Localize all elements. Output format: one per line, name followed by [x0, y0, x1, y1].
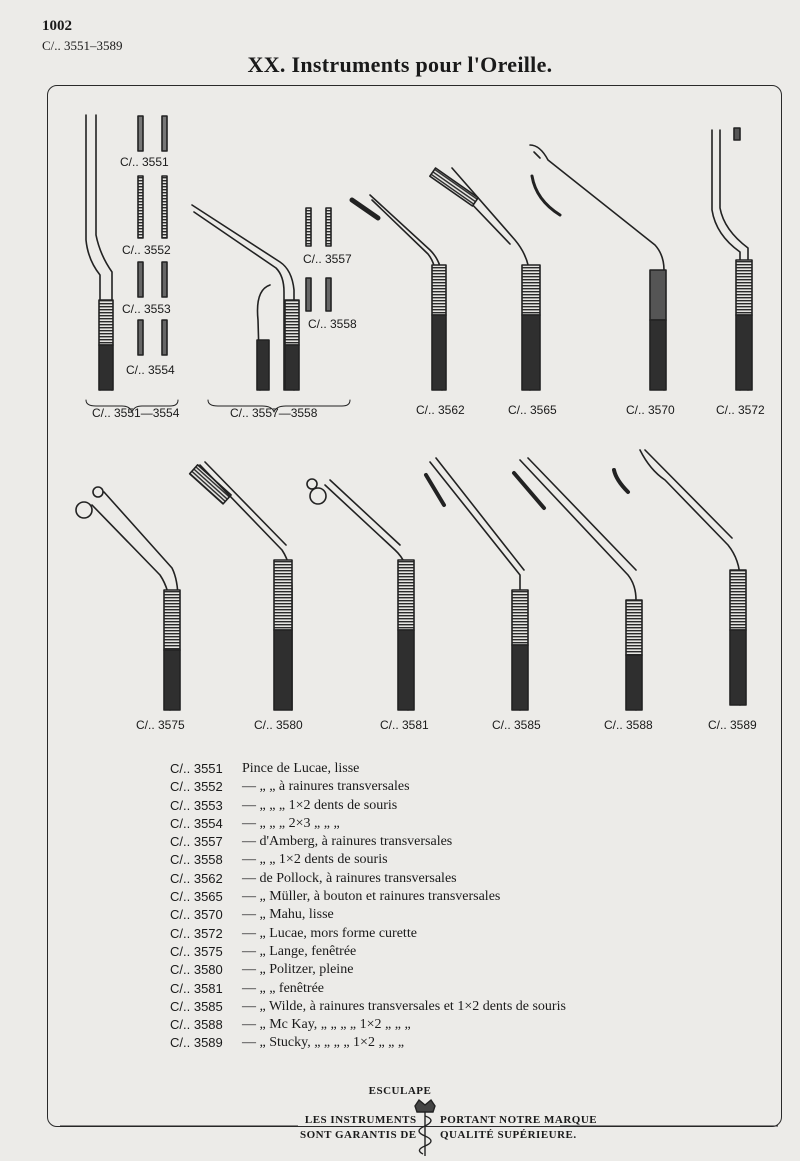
- catalogue-code: C/.. 3551: [170, 761, 223, 776]
- catalogue-description: — „ „ 1×2 dents de souris: [242, 852, 388, 868]
- page-title: XX. Instruments pour l'Oreille.: [247, 52, 553, 77]
- catalogue-code: C/.. 3558: [170, 852, 223, 868]
- catalogue-description: — „ Wilde, à rainures transversales et 1×2 dents de souris: [242, 998, 566, 1014]
- forceps-lange-icon: [76, 487, 180, 710]
- catalogue-description: — „ „ „ 1×2 dents de souris: [242, 797, 398, 813]
- catalogue-description: — „ Politzer, pleine: [242, 962, 354, 978]
- catalogue-code: C/.. 3553: [170, 797, 223, 813]
- catalogue-description: Pince de Lucae, lisse: [242, 761, 360, 776]
- catalogue-description: — „ Stucky, „ „ „ „ 1×2 „ „ „: [242, 1035, 405, 1051]
- catalogue-code: C/.. 3562: [170, 870, 223, 886]
- jaw-tips-3553-icon: [138, 262, 167, 297]
- forceps-pollock-icon: [352, 195, 446, 390]
- footer-rules-icon: [0, 1114, 800, 1134]
- page-range: C/.. 3551–3589: [42, 38, 123, 53]
- plate-label-3553: C/.. 3553: [122, 302, 171, 316]
- catalogue-description: — „ „ „ 2×3 „ „ „: [242, 815, 340, 831]
- forceps-lucae-curette-icon: [712, 128, 752, 390]
- catalogue-row: [170, 980, 566, 998]
- jaw-tips-3551-icon: [138, 116, 167, 151]
- catalogue-row: [170, 943, 566, 961]
- plate-label-3575: C/.. 3575: [136, 718, 185, 732]
- guarantee-right-line2: QUALITÉ SUPÉRIEURE.: [440, 1129, 577, 1141]
- plate-label-3572: C/.. 3572: [716, 403, 765, 417]
- catalogue-description: — „ Lange, fenêtrée: [242, 943, 357, 959]
- plate-label-3585: C/.. 3585: [492, 718, 541, 732]
- catalogue-description: — d'Amberg, à rainures transversales: [242, 834, 453, 850]
- catalogue-code: C/.. 3570: [170, 907, 223, 923]
- catalogue-row: [170, 906, 566, 924]
- plate-label-3557: C/.. 3557: [303, 252, 352, 266]
- jaw-tips-3557-icon: [306, 208, 331, 246]
- catalogue-row: [170, 925, 566, 943]
- forceps-politzer-pleine-icon: [190, 462, 292, 710]
- catalogue-description: — „ Mahu, lisse: [242, 907, 334, 923]
- catalogue-row: [170, 1034, 566, 1052]
- catalogue-code: C/.. 3552: [170, 779, 223, 795]
- plate-label-3562: C/.. 3562: [416, 403, 465, 417]
- plate-label-3588: C/.. 3588: [604, 718, 653, 732]
- catalogue-description: — „ „ à rainures transversales: [242, 779, 410, 795]
- guarantee-left-line2: SONT GARANTIS DE: [300, 1129, 417, 1141]
- plate-label-3565: C/.. 3565: [508, 403, 557, 417]
- plate-label-3554: C/.. 3554: [126, 363, 175, 377]
- forceps-lucae-icon: [86, 115, 113, 390]
- plate-label-3589: C/.. 3589: [708, 718, 757, 732]
- catalogue-code: C/.. 3581: [170, 980, 223, 996]
- catalogue-row: [170, 760, 566, 778]
- jaw-tips-3554-icon: [138, 320, 167, 355]
- catalogue-description: — „ Mc Kay, „ „ „ „ 1×2 „ „ „: [242, 1017, 411, 1033]
- catalogue-list: [170, 760, 566, 1053]
- catalogue-code: C/.. 3588: [170, 1017, 223, 1033]
- catalogue-row: [170, 833, 566, 851]
- jaw-tips-3558-icon: [306, 278, 331, 311]
- catalogue-description: — „ Müller, à bouton et rainures transversales: [242, 889, 501, 905]
- plate-label-3551: C/.. 3551: [120, 155, 169, 169]
- catalogue-description: — „ Lucae, mors forme curette: [242, 925, 417, 941]
- plate-label-3581: C/.. 3581: [380, 718, 429, 732]
- catalogue-code: C/.. 3565: [170, 889, 223, 905]
- catalogue-row: [170, 888, 566, 906]
- catalogue-code: C/.. 3589: [170, 1035, 223, 1051]
- catalogue-code: C/.. 3585: [170, 998, 223, 1014]
- plate-label-3557-3558: C/.. 3557—3558: [230, 406, 318, 420]
- catalogue-code: C/.. 3575: [170, 943, 223, 959]
- plate-label-3580: C/.. 3580: [254, 718, 303, 732]
- jaw-tips-3552-icon: [138, 176, 167, 238]
- catalogue-code: C/.. 3572: [170, 925, 223, 941]
- forceps-politzer-fenetree-icon: [307, 479, 414, 710]
- forceps-wilde-icon: [426, 458, 528, 710]
- plate-label-3570: C/.. 3570: [626, 403, 675, 417]
- plate-label-3558: C/.. 3558: [308, 317, 357, 331]
- catalogue-code: C/.. 3557: [170, 834, 223, 850]
- catalogue-row: [170, 998, 566, 1016]
- guarantee-right-line1: PORTANT NOTRE MARQUE: [440, 1114, 598, 1126]
- catalogue-code: C/.. 3580: [170, 962, 223, 978]
- brand-name: ESCULAPE: [368, 1085, 432, 1097]
- catalogue-row: [170, 1016, 566, 1034]
- catalogue-row: [170, 797, 566, 815]
- forceps-amberg-icon: [192, 205, 299, 390]
- catalogue-description: — „ „ fenêtrée: [242, 980, 324, 996]
- catalogue-row: [170, 851, 566, 869]
- catalogue-code: C/.. 3554: [170, 815, 223, 831]
- catalogue-row: [170, 815, 566, 833]
- page-number: 1002: [42, 18, 72, 34]
- plate-label-3551-3554: C/.. 3551—3554: [92, 406, 180, 420]
- catalogue-description: — de Pollock, à rainures transversales: [242, 870, 457, 886]
- catalogue-row: [170, 961, 566, 979]
- forceps-mahu-icon: [530, 145, 666, 390]
- catalogue-row: [170, 870, 566, 888]
- plate-label-3552: C/.. 3552: [122, 243, 171, 257]
- catalogue-row: [170, 778, 566, 796]
- guarantee-left-line1: LES INSTRUMENTS: [304, 1114, 417, 1126]
- forceps-mckay-icon: [514, 458, 642, 710]
